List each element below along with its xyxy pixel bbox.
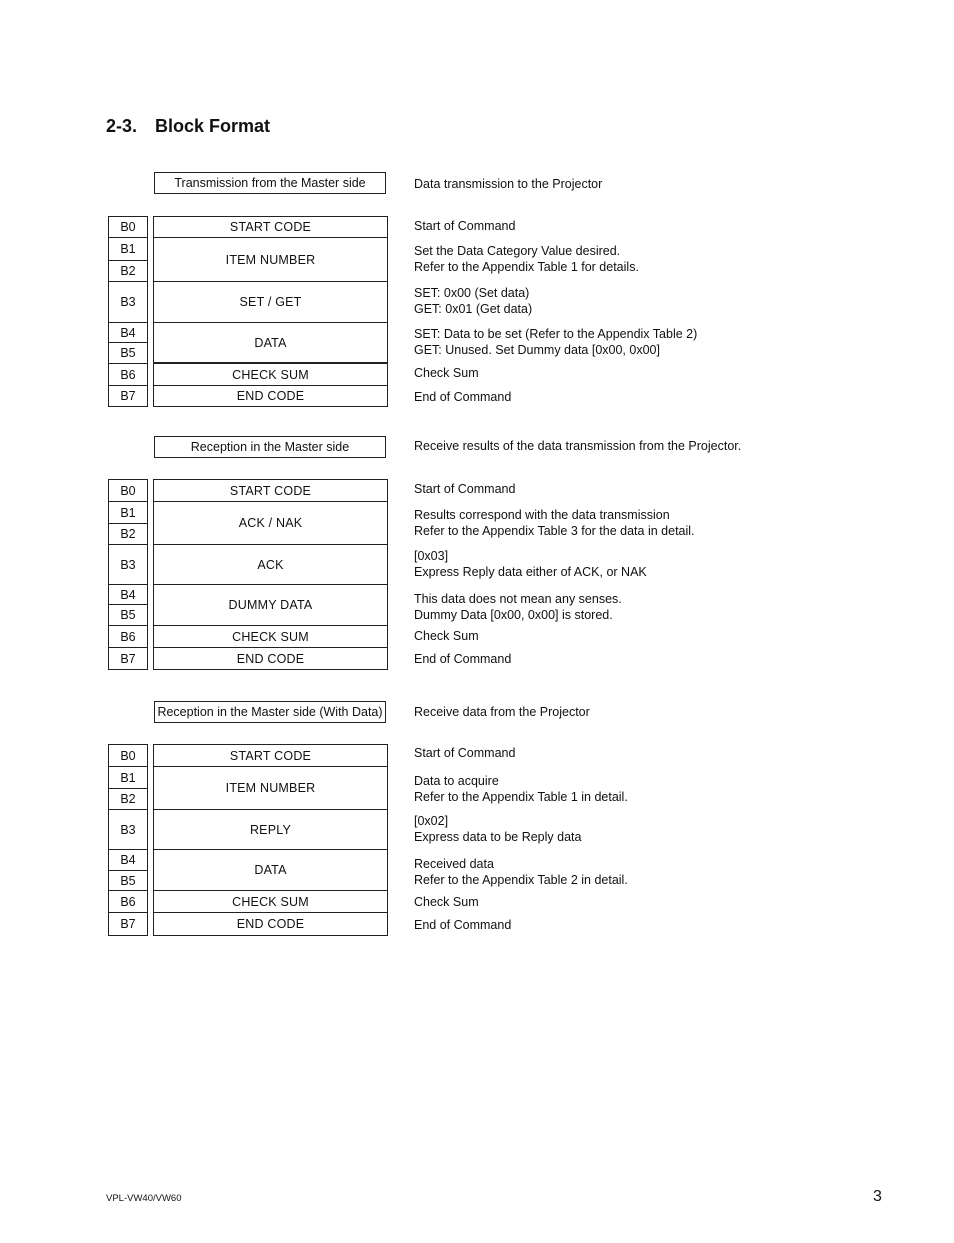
byte-index-cell: B3: [108, 281, 148, 323]
field-name-cell: CHECK SUM: [153, 890, 388, 913]
field-name-cell: START CODE: [153, 744, 388, 767]
field-description-line: SET: 0x00 (Set data): [414, 286, 530, 300]
field-name-cell: DATA: [153, 322, 388, 363]
field-description: [414, 857, 628, 888]
field-description-line: Express Reply data either of ACK, or NAK: [414, 564, 647, 579]
field-description-line: End of Command: [414, 918, 512, 932]
field-name-cell: END CODE: [153, 912, 388, 936]
section-title: [106, 116, 270, 137]
block-header: Transmission from the Master side: [154, 172, 386, 194]
field-description-line: Start of Command: [414, 746, 516, 760]
field-description-line: Refer to the Appendix Table 1 for details.: [414, 259, 639, 274]
field-name-cell: START CODE: [153, 216, 388, 238]
byte-index-cell: B6: [108, 625, 148, 648]
section-heading: Block Format: [155, 116, 271, 136]
field-description-line: Results correspond with the data transmission: [414, 508, 670, 522]
block-header-description: Data transmission to the Projector: [414, 177, 603, 191]
field-name-cell: END CODE: [153, 647, 388, 670]
field-description-line: Refer to the Appendix Table 2 in detail.: [414, 872, 628, 887]
field-description-line: [0x03]: [414, 549, 449, 563]
field-description: [414, 549, 647, 580]
field-description: [414, 895, 479, 911]
byte-index-cell: B1: [108, 501, 148, 524]
block-header-description: Receive data from the Projector: [414, 705, 590, 719]
section-number: 2-3.: [106, 116, 138, 136]
byte-index-cell: B3: [108, 809, 148, 850]
footer-model: VPL-VW40/VW60: [106, 1193, 182, 1204]
field-description: [414, 746, 515, 762]
byte-index-cell: B6: [108, 890, 148, 913]
field-name-cell: CHECK SUM: [153, 625, 388, 648]
byte-index-cell: B2: [108, 523, 148, 545]
field-description: [414, 390, 511, 406]
byte-index-cell: B6: [108, 363, 148, 386]
field-name-cell: ITEM NUMBER: [153, 766, 388, 810]
byte-index-cell: B2: [108, 260, 148, 282]
field-description: [414, 482, 515, 498]
field-description-line: Received data: [414, 857, 494, 871]
byte-index-cell: B1: [108, 237, 148, 261]
field-description-line: Data to acquire: [414, 774, 499, 788]
byte-index-cell: B2: [108, 788, 148, 810]
field-description: [414, 219, 515, 235]
byte-index-cell: B4: [108, 584, 148, 605]
field-description-line: GET: 0x01 (Get data): [414, 301, 533, 316]
field-description-line: End of Command: [414, 390, 512, 404]
field-name-cell: ACK / NAK: [153, 501, 388, 545]
byte-index-cell: B5: [108, 604, 148, 626]
field-name-cell: SET / GET: [153, 281, 388, 323]
field-description: [414, 652, 511, 668]
field-description: [414, 286, 532, 317]
field-description-line: Start of Command: [414, 219, 516, 233]
field-description-line: Refer to the Appendix Table 3 for the data in detail.: [414, 523, 695, 538]
field-description-line: Check Sum: [414, 366, 479, 380]
field-description: [414, 508, 695, 539]
field-name-cell: ACK: [153, 544, 388, 585]
field-name-cell: REPLY: [153, 809, 388, 850]
byte-index-cell: B7: [108, 385, 148, 407]
field-name-cell: START CODE: [153, 479, 388, 502]
block-header: Reception in the Master side (With Data): [154, 701, 386, 723]
field-description: [414, 592, 622, 623]
field-description: [414, 366, 479, 382]
field-description: [414, 629, 479, 645]
field-name-cell: CHECK SUM: [153, 363, 388, 386]
byte-index-cell: B5: [108, 870, 148, 891]
field-description-line: SET: Data to be set (Refer to the Appendix Table 2): [414, 327, 698, 341]
field-description-line: Dummy Data [0x00, 0x00] is stored.: [414, 607, 613, 622]
field-description-line: [0x02]: [414, 814, 449, 828]
field-description: [414, 244, 639, 275]
byte-index-cell: B7: [108, 912, 148, 936]
field-name-cell: ITEM NUMBER: [153, 237, 388, 282]
field-description-line: Check Sum: [414, 629, 479, 643]
field-name-cell: DUMMY DATA: [153, 584, 388, 626]
field-description-line: Express data to be Reply data: [414, 829, 582, 844]
page-number: 3: [873, 1188, 882, 1205]
byte-index-cell: B3: [108, 544, 148, 585]
byte-index-cell: B7: [108, 647, 148, 670]
field-description-line: GET: Unused. Set Dummy data [0x00, 0x00]: [414, 342, 660, 357]
field-description-line: Check Sum: [414, 895, 479, 909]
field-description: [414, 774, 628, 805]
byte-index-cell: B5: [108, 342, 148, 364]
field-description: [414, 327, 697, 358]
field-description-line: Start of Command: [414, 482, 516, 496]
byte-index-cell: B1: [108, 766, 148, 789]
byte-index-cell: B4: [108, 322, 148, 343]
field-description: [414, 918, 511, 934]
field-name-cell: DATA: [153, 849, 388, 891]
field-description-line: Set the Data Category Value desired.: [414, 244, 621, 258]
field-description-line: This data does not mean any senses.: [414, 592, 622, 606]
block-header: Reception in the Master side: [154, 436, 386, 458]
byte-index-cell: B0: [108, 744, 148, 767]
field-description: [414, 814, 581, 845]
block-header-description: Receive results of the data transmission from the Projector.: [414, 439, 742, 453]
field-name-cell: END CODE: [153, 385, 388, 407]
field-description-line: End of Command: [414, 652, 512, 666]
byte-index-cell: B0: [108, 479, 148, 502]
field-description-line: Refer to the Appendix Table 1 in detail.: [414, 789, 628, 804]
byte-index-cell: B4: [108, 849, 148, 871]
byte-index-cell: B0: [108, 216, 148, 238]
